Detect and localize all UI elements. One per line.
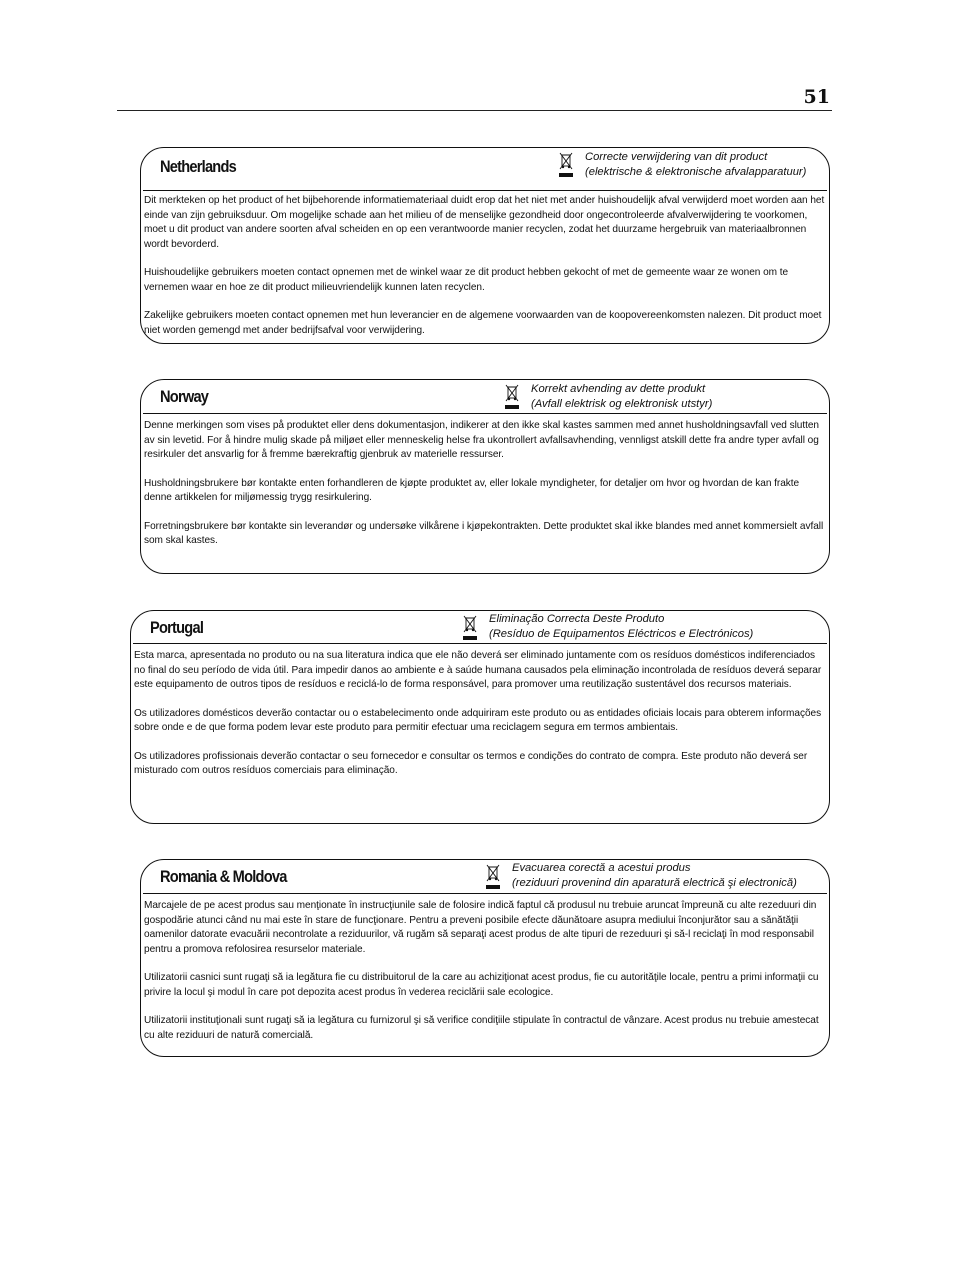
paragraph: Utilizatorii casnici sunt rugaţi să ia legătura fie cu distribuitorul de la care au achiziţionat acest produs, fie cu autorităţile locale, pentru a primi informaţii cu privire la locul şi modul în care pot depozita acest produs în vederea reciclării sale ecologice.: [144, 972, 819, 998]
page-number: 51: [803, 86, 830, 108]
section-header: [143, 380, 827, 414]
norway-section: [140, 379, 830, 574]
section-body: [141, 191, 829, 338]
crossed-out-wheelie-bin-icon: [463, 615, 477, 643]
paragraph: Huishoudelijke gebruikers moeten contact opnemen met de winkel waar ze dit product hebben gekocht of met de gemeente waar ze wonen om te vernemen waar en hoe ze dit product milieuvriendelijk kunnen laten recyclen.: [144, 267, 789, 293]
crossed-out-wheelie-bin-icon: [486, 864, 500, 892]
header-rule: [117, 110, 832, 111]
paragraph: Utilizatorii instituţionali sunt rugaţi să ia legătura cu furnizorul şi să verifice condiţiile stipulate în contractul de vânzare. Acest produs nu trebuie amestecat cu alte reziduuri de natură comercială.: [144, 1015, 819, 1041]
disposal-caption: Korrekt avhending av dette produkt (Avfall elektrisk og elektronisk utstyr): [531, 383, 713, 410]
paragraph: Forretningsbrukere bør kontakte sin leverandør og undersøke vilkårene i kjøpekontrakten. Dette produktet skal ikke blandes med annet kommersielt avfall som skal kastes.: [144, 520, 824, 546]
paragraph: Dit merkteken op het product of het bijbehorende informatiemateriaal duidt erop dat het niet met ander huishoudelijk afval verwijderd moet worden aan het einde van zijn gebruiksduur. Om mogelijke schade aan het milieu of de menselijke gezondheid door ongecontroleerde afvalverwijdering te voorkomen, moet u dit product van andere soorten afval scheiden en op een verantwoorde manier recyclen, zodat het duurzame hergebruik van materiaalbronnen wordt bevorderd.: [144, 195, 825, 250]
paragraph: Esta marca, apresentada no produto ou na sua literatura indica que ele não deverá ser eliminado juntamente com os resíduos domésticos indiferenciados no final do seu período de vida útil. Para impedir danos ao ambiente e à saúde humana causados pela eliminação incontrolada de resíduos deverá separar este equipamento de outros tipos de resíduos e reciclá-lo de forma responsável, para promover uma reutilização sustentável dos recursos materiais.: [134, 650, 822, 690]
paragraph: Os utilizadores profissionais deverão contactar o seu fornecedor e consultar os termos e condições do contrato de compra. Este produto não deverá ser misturado com outros resíduos comerciais para eliminação.: [134, 750, 808, 776]
section-body: [131, 644, 829, 779]
section-body: [141, 894, 829, 1043]
paragraph: Marcajele de pe acest produs sau menţionate în instrucţiunile sale de folosire indică faptul că produsul nu trebuie aruncat împreună cu alte rezeduuri din gospodărie atunci când nu mai este în stare de funcţionare. Pentru a preveni posibile efecte dăunătoare asupra mediului înconjurător sau a sănătăţii oamenilor datorate evacuării necontrolate a reziduurilor, vă rugăm să separaţi acest produs de alte tipuri de rezeduuri şi să-l reciclaţi în mod responsabil pentru a promova refolosirea resurselor materiale.: [144, 900, 817, 955]
disposal-caption: Eliminação Correcta Deste Produto (Resíduo de Equipamentos Eléctricos e Electrónicos): [489, 613, 754, 640]
country-title: Netherlands: [160, 157, 236, 176]
paragraph: Zakelijke gebruikers moeten contact opnemen met hun leverancier en de algemene voorwaarden van de koopovereenkomsten nalezen. Dit product moet niet worden gemengd met ander bedrijfsafval voor verwijdering.: [144, 310, 822, 336]
paragraph: Os utilizadores domésticos deverão contactar ou o estabelecimento onde adquiriram este produto ou as entidades oficiais locais para obterem informações sobre onde e de que forma podem levar este produto para permitir efectuar uma reciclagem segura em termos ambientais.: [134, 707, 822, 733]
paragraph: Husholdningsbrukere bør kontakte enten forhandleren de kjøpte produktet av, eller lokale myndigheter, for detaljer om hvor og hvordan de kan frakte denne artikkelen for miljømessig trygg resirkulering.: [144, 477, 800, 503]
paragraph: Denne merkingen som vises på produktet eller dens dokumentasjon, indikerer at den ikke skal kastes sammen med annet husholdningsavfall ved slutten av sin levetid. For å hindre mulig skade på miljøet eller menneskelig helse fra ukontrollert avfallsavhending, vennligst atskill dette fra andre typer avfall og resirkuler det ansvarlig for å fremme bærekraftig gjenbruk av materielle ressurser.: [144, 420, 819, 460]
portugal-section: [130, 610, 830, 824]
crossed-out-wheelie-bin-icon: [559, 152, 573, 180]
section-header: [143, 148, 827, 191]
disposal-caption: Correcte verwijdering van dit product (elektrische & elektronische afvalapparatuur): [585, 151, 807, 178]
country-title: Romania & Moldova: [160, 867, 287, 886]
section-header: [143, 860, 827, 894]
section-header: [133, 611, 827, 644]
netherlands-section: [140, 147, 830, 344]
romania-moldova-section: [140, 859, 830, 1057]
crossed-out-wheelie-bin-icon: [505, 384, 519, 412]
section-body: [141, 414, 829, 549]
disposal-caption: Evacuarea corectă a acestui produs (reziduuri provenind din aparatură electrică şi electronică): [512, 862, 797, 889]
country-title: Portugal: [150, 618, 204, 637]
country-title: Norway: [160, 387, 209, 406]
